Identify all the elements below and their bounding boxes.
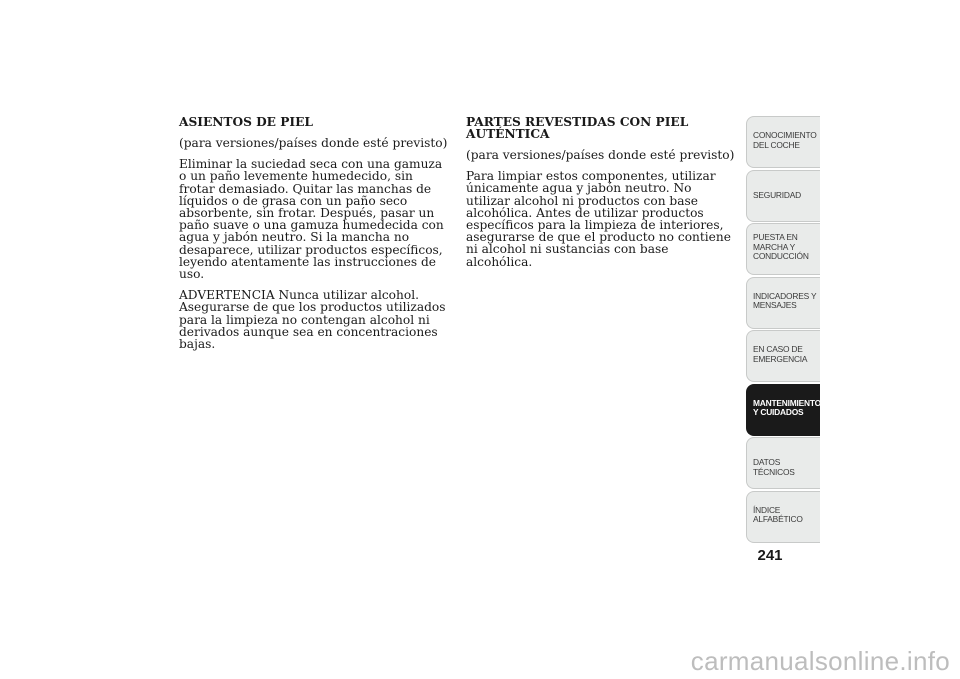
- tab-datos-tecnicos[interactable]: [746, 437, 820, 489]
- page-number: 241: [757, 547, 783, 564]
- tab-indice[interactable]: [746, 491, 820, 543]
- watermark: carmanualsonline.info: [690, 646, 950, 676]
- chapter-tabs: [746, 116, 820, 544]
- section-heading-leather-seats: ASIENTOS DE PIEL: [179, 115, 313, 129]
- tab-label: CONOCIMIENTO DEL COCHE: [753, 130, 817, 150]
- body-paragraph: Para limpiar estos componentes, utilizar únicamente agua y jabón neutro. No utilizar alcohol ni productos con base alcohólica. Antes de utilizar productos específicos para la limpieza de interiores, asegurarse de que el producto no contiene ni alcohol ni sustancias con base alcohólica.: [466, 169, 731, 269]
- tab-label: SEGURIDAD: [753, 189, 801, 200]
- tab-label: PUESTA EN MARCHA Y CONDUCCIÓN: [753, 232, 809, 262]
- section-subheading: (para versiones/países donde esté previsto): [179, 136, 448, 150]
- tab-mantenimiento[interactable]: [746, 384, 820, 436]
- tab-emergencia[interactable]: [746, 330, 820, 382]
- tab-label: INDICADORES Y MENSAJES: [753, 290, 817, 311]
- tab-label: ÍNDICE ALFABÉTICO: [753, 504, 803, 525]
- tab-puesta-en-marcha[interactable]: [746, 223, 820, 275]
- tab-conocimiento[interactable]: [746, 116, 820, 168]
- section-subheading: (para versiones/países donde esté previsto): [466, 148, 735, 162]
- warning-paragraph: ADVERTENCIA Nunca utilizar alcohol. Asegurarse de que los productos utilizados para la limpieza no contengan alcohol ni derivados aunque sea en concentraciones bajas.: [179, 288, 446, 352]
- right-column: [466, 116, 738, 277]
- tab-seguridad[interactable]: [746, 170, 820, 222]
- body-paragraph: Eliminar la suciedad seca con una gamuza o un paño levemente humedecido, sin frotar demasiado. Quitar las manchas de líquidos o de grasa con un paño seco absorbente, sin frotar. Después, pasar un paño suave o una gamuza humedecida con agua y jabón neutro. Si la mancha no desaparece, utilizar productos específicos, leyendo atentamente las instrucciones de uso.: [179, 157, 444, 282]
- left-column: [179, 116, 451, 359]
- section-heading-leather-parts: PARTES REVESTIDAS CON PIEL AUTÉNTICA: [466, 115, 689, 141]
- tab-indicadores[interactable]: [746, 277, 820, 329]
- tab-label: EN CASO DE EMERGENCIA: [753, 344, 808, 364]
- tab-label: DATOS TÉCNICOS: [753, 457, 795, 477]
- tab-label: MANTENIMIENTO Y CUIDADOS: [753, 397, 821, 418]
